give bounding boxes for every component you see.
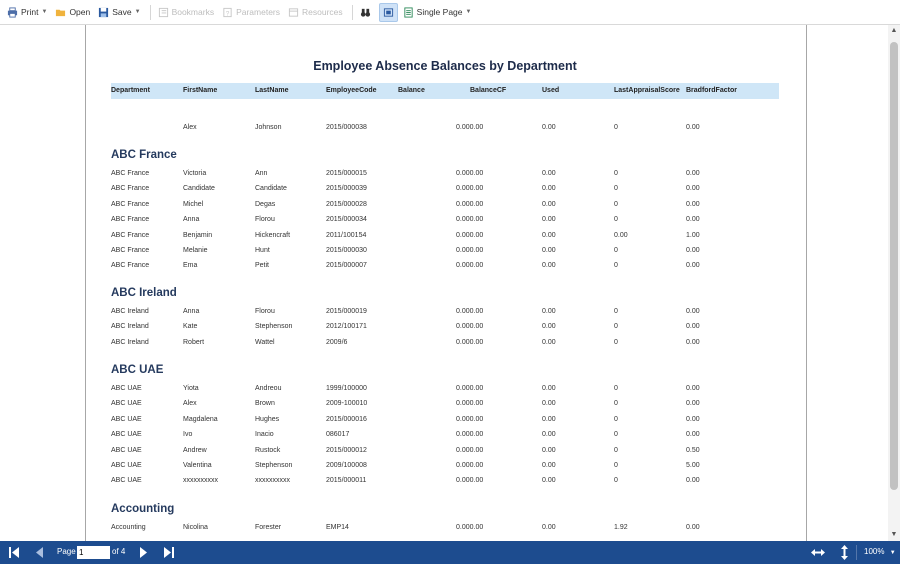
- cell-balancecf: 0.000.00: [456, 200, 484, 208]
- cell-bradfordfactor: 0.00: [686, 323, 700, 331]
- cell-firstname: Anna: [183, 308, 200, 315]
- cell-department: ABC France: [111, 185, 150, 193]
- cell-employeecode: 086017: [326, 431, 350, 439]
- cell-employeecode: 2015/000012: [326, 446, 367, 454]
- cell-department: ABC Ireland: [111, 338, 149, 346]
- cell-employeecode: 2015/000007: [326, 262, 367, 270]
- single-page-icon: [403, 7, 414, 18]
- full-screen-icon: [383, 7, 394, 18]
- parameters-label: Parameters: [236, 7, 281, 17]
- folder-icon: [55, 7, 66, 18]
- bookmarks-icon: [158, 7, 169, 18]
- cell-balancecf: 0.000.00: [456, 431, 484, 439]
- page-count-label: of 4: [112, 547, 126, 556]
- cell-balancecf: 0.000.00: [456, 323, 484, 331]
- page-border-left: [85, 25, 86, 541]
- cell-bradfordfactor: 0.00: [686, 185, 700, 193]
- cell-lastname: Degas: [255, 200, 276, 208]
- cell-lastappraisalscore: 0: [614, 216, 618, 224]
- cell-lastappraisalscore: 0.00: [614, 231, 628, 239]
- cell-used: 0.00: [542, 477, 556, 485]
- group-header: Accounting: [111, 503, 175, 515]
- parameters-button[interactable]: [219, 3, 283, 22]
- cell-balancecf: 0.000.00: [456, 124, 484, 131]
- cell-lastname: Stephenson: [255, 323, 293, 331]
- toolbar: [0, 0, 900, 25]
- cell-lastappraisalscore: 0: [614, 185, 618, 193]
- cell-lastname: Wattel: [255, 338, 275, 346]
- cell-lastname: Hickencraft: [255, 231, 291, 239]
- cell-firstname: Alex: [183, 124, 197, 131]
- cell-bradfordfactor: 0.00: [686, 262, 700, 270]
- cell-department: ABC UAE: [111, 385, 142, 392]
- cell-firstname: Anna: [183, 216, 200, 224]
- column-header-lastappraisalscore: LastAppraisalScore: [614, 87, 680, 94]
- cell-lastappraisalscore: 0: [614, 200, 618, 208]
- cell-firstname: Kate: [183, 323, 198, 331]
- binoculars-icon: [360, 7, 371, 18]
- cell-balancecf: 0.000.00: [456, 262, 484, 270]
- cell-used: 0.00: [542, 446, 556, 454]
- chevron-down-icon[interactable]: ▼: [465, 9, 472, 15]
- cell-firstname: Ema: [183, 262, 198, 270]
- cell-department: ABC France: [111, 170, 150, 177]
- cell-lastappraisalscore: 0: [614, 400, 618, 408]
- open-label: Open: [69, 7, 91, 17]
- report-title: Employee Absence Balances by Department: [313, 59, 577, 73]
- floppy-disk-icon: [98, 7, 109, 18]
- group-header: ABC Ireland: [111, 287, 177, 299]
- cell-department: ABC Ireland: [111, 323, 149, 331]
- column-header-balance: Balance: [398, 87, 425, 94]
- cell-balancecf: 0.000.00: [456, 216, 484, 224]
- chevron-down-icon[interactable]: ▼: [41, 9, 48, 15]
- cell-employeecode: 2015/000030: [326, 247, 367, 254]
- cell-lastname: Stephenson: [255, 462, 293, 469]
- find-button[interactable]: [357, 3, 377, 22]
- cell-used: 0.00: [542, 462, 556, 469]
- cell-lastappraisalscore: 0: [614, 124, 618, 131]
- cell-balancecf: 0.000.00: [456, 308, 484, 315]
- cell-balancecf: 0.000.00: [456, 446, 484, 454]
- cell-lastname: Candidate: [255, 185, 287, 193]
- cell-department: ABC UAE: [111, 431, 142, 439]
- cell-department: ABC UAE: [111, 446, 142, 454]
- cell-used: 0.00: [542, 400, 556, 408]
- cell-used: 0.00: [542, 338, 556, 346]
- cell-bradfordfactor: 0.00: [686, 216, 700, 224]
- cell-used: 0.00: [542, 308, 556, 315]
- cell-lastname: Hunt: [255, 247, 270, 254]
- page-number-input[interactable]: [77, 546, 110, 559]
- cell-employeecode: 2015/000039: [326, 185, 367, 193]
- resources-button[interactable]: [285, 3, 346, 22]
- cell-bradfordfactor: 0.00: [686, 385, 700, 392]
- cell-balancecf: 0.000.00: [456, 338, 484, 346]
- cell-employeecode: 2009-100010: [326, 400, 368, 408]
- cell-lastappraisalscore: 0: [614, 431, 618, 439]
- cell-firstname: Candidate: [183, 185, 215, 193]
- column-header-balancecf: BalanceCF: [470, 87, 507, 94]
- cell-firstname: Nicolina: [183, 524, 208, 531]
- previous-page-icon[interactable]: [35, 547, 43, 560]
- cell-department: ABC France: [111, 247, 150, 254]
- column-header-used: Used: [542, 87, 560, 94]
- cell-firstname: xxxxxxxxxx: [183, 477, 218, 485]
- bookmarks-button[interactable]: [155, 3, 218, 22]
- cell-used: 0.00: [542, 216, 556, 224]
- cell-department: ABC UAE: [111, 477, 142, 485]
- cell-employeecode: 2012/100171: [326, 323, 367, 331]
- toolbar-divider: [352, 5, 353, 20]
- cell-department: ABC UAE: [111, 415, 142, 423]
- toolbar-divider: [150, 5, 151, 20]
- cell-department: ABC France: [111, 200, 150, 208]
- cell-lastname: Forester: [255, 524, 282, 531]
- cell-firstname: Benjamin: [183, 231, 213, 239]
- cell-used: 0.00: [542, 200, 556, 208]
- cell-bradfordfactor: 0.00: [686, 524, 700, 531]
- group-header: ABC France: [111, 149, 177, 161]
- cell-department: ABC France: [111, 262, 150, 270]
- cell-department: ABC UAE: [111, 462, 142, 469]
- cell-balancecf: 0.000.00: [456, 247, 484, 254]
- group-header: ABC UAE: [111, 364, 164, 376]
- cell-firstname: Yiota: [183, 385, 199, 392]
- chevron-down-icon[interactable]: ▼: [134, 9, 141, 15]
- cell-department: ABC France: [111, 216, 150, 224]
- cell-employeecode: 2015/000019: [326, 308, 367, 315]
- cell-firstname: Robert: [183, 338, 205, 346]
- column-header-employeecode: EmployeeCode: [326, 87, 377, 94]
- cell-firstname: Ivo: [183, 431, 193, 439]
- printer-icon: [7, 7, 18, 18]
- cell-balancecf: 0.000.00: [456, 400, 484, 408]
- cell-department: ABC Ireland: [111, 308, 149, 315]
- print-label: Print: [21, 7, 39, 17]
- cell-used: 0.00: [542, 124, 556, 131]
- cell-bradfordfactor: 0.00: [686, 477, 700, 485]
- next-page-icon[interactable]: [140, 547, 148, 560]
- cell-lastname: Ann: [255, 170, 268, 177]
- cell-firstname: Andrew: [183, 446, 207, 454]
- cell-lastappraisalscore: 0: [614, 323, 618, 331]
- cell-lastname: Hughes: [255, 415, 280, 423]
- cell-firstname: Alex: [183, 400, 197, 408]
- cell-lastappraisalscore: 0: [614, 477, 618, 485]
- cell-balancecf: 0.000.00: [456, 524, 484, 531]
- cell-used: 0.00: [542, 262, 556, 270]
- cell-lastname: Petit: [255, 262, 270, 270]
- cell-used: 0.00: [542, 170, 556, 177]
- cell-bradfordfactor: 0.50: [686, 446, 700, 454]
- cell-used: 0.00: [542, 415, 556, 423]
- cell-lastname: Johnson: [255, 124, 282, 131]
- bookmarks-label: Bookmarks: [171, 7, 215, 17]
- cell-employeecode: 2015/000034: [326, 216, 367, 224]
- cell-lastappraisalscore: 0: [614, 385, 618, 392]
- cell-used: 0.00: [542, 524, 556, 531]
- cell-used: 0.00: [542, 323, 556, 331]
- cell-lastname: Florou: [255, 308, 275, 315]
- cell-firstname: Melanie: [183, 247, 208, 254]
- report-viewport: [0, 25, 900, 541]
- cell-used: 0.00: [542, 185, 556, 193]
- zoom-level: 100%: [864, 547, 885, 556]
- cell-employeecode: EMP14: [326, 524, 349, 531]
- cell-balancecf: 0.000.00: [456, 170, 484, 177]
- zoom-dropdown[interactable]: [864, 547, 896, 556]
- cell-employeecode: 1999/100000: [326, 385, 367, 392]
- cell-lastappraisalscore: 0: [614, 308, 618, 315]
- resources-icon: [288, 7, 299, 18]
- cell-employeecode: 2015/000038: [326, 124, 367, 131]
- cell-bradfordfactor: 5.00: [686, 462, 700, 469]
- cell-balancecf: 0.000.00: [456, 477, 484, 485]
- table-header: [111, 83, 779, 99]
- cell-used: 0.00: [542, 385, 556, 392]
- full-screen-toggle[interactable]: [379, 3, 398, 22]
- save-button[interactable]: [95, 3, 143, 22]
- view-mode-label: Single Page: [416, 7, 463, 17]
- cell-department: Accounting: [111, 524, 146, 531]
- cell-bradfordfactor: 0.00: [686, 124, 700, 131]
- cell-lastappraisalscore: 0: [614, 170, 618, 177]
- cell-used: 0.00: [542, 431, 556, 439]
- last-page-icon[interactable]: [164, 547, 174, 560]
- cell-lastname: Andreou: [255, 385, 282, 392]
- cell-firstname: Victoria: [183, 170, 207, 177]
- column-header-firstname: FirstName: [183, 87, 218, 94]
- cell-employeecode: 2011/100154: [326, 231, 367, 239]
- cell-lastname: xxxxxxxxxx: [255, 477, 290, 485]
- cell-employeecode: 2015/000015: [326, 170, 367, 177]
- cell-balancecf: 0.000.00: [456, 231, 484, 239]
- cell-balancecf: 0.000.00: [456, 185, 484, 193]
- cell-bradfordfactor: 0.00: [686, 200, 700, 208]
- page-label: Page: [57, 547, 76, 556]
- cell-lastname: Brown: [255, 400, 275, 408]
- cell-department: ABC UAE: [111, 400, 142, 408]
- statusbar-divider: [856, 545, 857, 560]
- scroll-down-arrow-icon[interactable]: ▼: [890, 531, 898, 538]
- cell-bradfordfactor: 1.00: [686, 231, 700, 239]
- cell-lastname: Florou: [255, 216, 275, 224]
- cell-lastappraisalscore: 0: [614, 415, 618, 423]
- cell-bradfordfactor: 0.00: [686, 338, 700, 346]
- cell-lastappraisalscore: 0: [614, 462, 618, 469]
- cell-bradfordfactor: 0.00: [686, 431, 700, 439]
- parameters-icon: [222, 7, 233, 18]
- cell-lastappraisalscore: 0: [614, 338, 618, 346]
- cell-employeecode: 2015/000028: [326, 200, 367, 208]
- cell-balancecf: 0.000.00: [456, 385, 484, 392]
- cell-employeecode: 2009/100008: [326, 462, 367, 469]
- cell-employeecode: 2015/000016: [326, 415, 367, 423]
- cell-lastappraisalscore: 0: [614, 446, 618, 454]
- cell-bradfordfactor: 0.00: [686, 247, 700, 254]
- scroll-up-arrow-icon[interactable]: ▲: [890, 27, 898, 34]
- cell-bradfordfactor: 0.00: [686, 400, 700, 408]
- cell-firstname: Valentina: [183, 462, 212, 469]
- page-border-right: [806, 25, 807, 541]
- column-header-department: Department: [111, 87, 150, 94]
- cell-lastname: Rustock: [255, 446, 281, 454]
- cell-lastappraisalscore: 0: [614, 262, 618, 270]
- column-header-bradfordfactor: BradfordFactor: [686, 87, 737, 94]
- fit-width-icon[interactable]: [811, 547, 825, 560]
- cell-lastappraisalscore: 1.92: [614, 524, 628, 531]
- cell-employeecode: 2015/000011: [326, 477, 367, 485]
- navigation-bar: [0, 541, 900, 564]
- cell-lastname: Inacio: [255, 431, 274, 439]
- open-button[interactable]: [52, 3, 93, 22]
- cell-department: ABC France: [111, 231, 150, 239]
- cell-balancecf: 0.000.00: [456, 415, 484, 423]
- cell-balancecf: 0.000.00: [456, 462, 484, 469]
- cell-bradfordfactor: 0.00: [686, 415, 700, 423]
- first-page-icon[interactable]: [9, 547, 19, 560]
- print-button[interactable]: [4, 3, 50, 22]
- svg-text:?: ?: [225, 9, 230, 17]
- chevron-down-icon[interactable]: ▼: [889, 550, 896, 556]
- fit-height-icon[interactable]: [840, 545, 849, 562]
- scroll-thumb[interactable]: [890, 42, 898, 490]
- view-mode-dropdown[interactable]: [400, 3, 475, 22]
- cell-used: 0.00: [542, 231, 556, 239]
- vertical-scrollbar[interactable]: [888, 25, 900, 541]
- column-header-lastname: LastName: [255, 87, 289, 94]
- cell-employeecode: 2009/6: [326, 338, 348, 346]
- cell-firstname: Magdalena: [183, 415, 218, 423]
- save-label: Save: [112, 7, 132, 17]
- resources-label: Resources: [302, 7, 343, 17]
- cell-used: 0.00: [542, 247, 556, 254]
- cell-firstname: Michel: [183, 200, 204, 208]
- cell-lastappraisalscore: 0: [614, 247, 618, 254]
- cell-bradfordfactor: 0.00: [686, 308, 700, 315]
- cell-bradfordfactor: 0.00: [686, 170, 700, 177]
